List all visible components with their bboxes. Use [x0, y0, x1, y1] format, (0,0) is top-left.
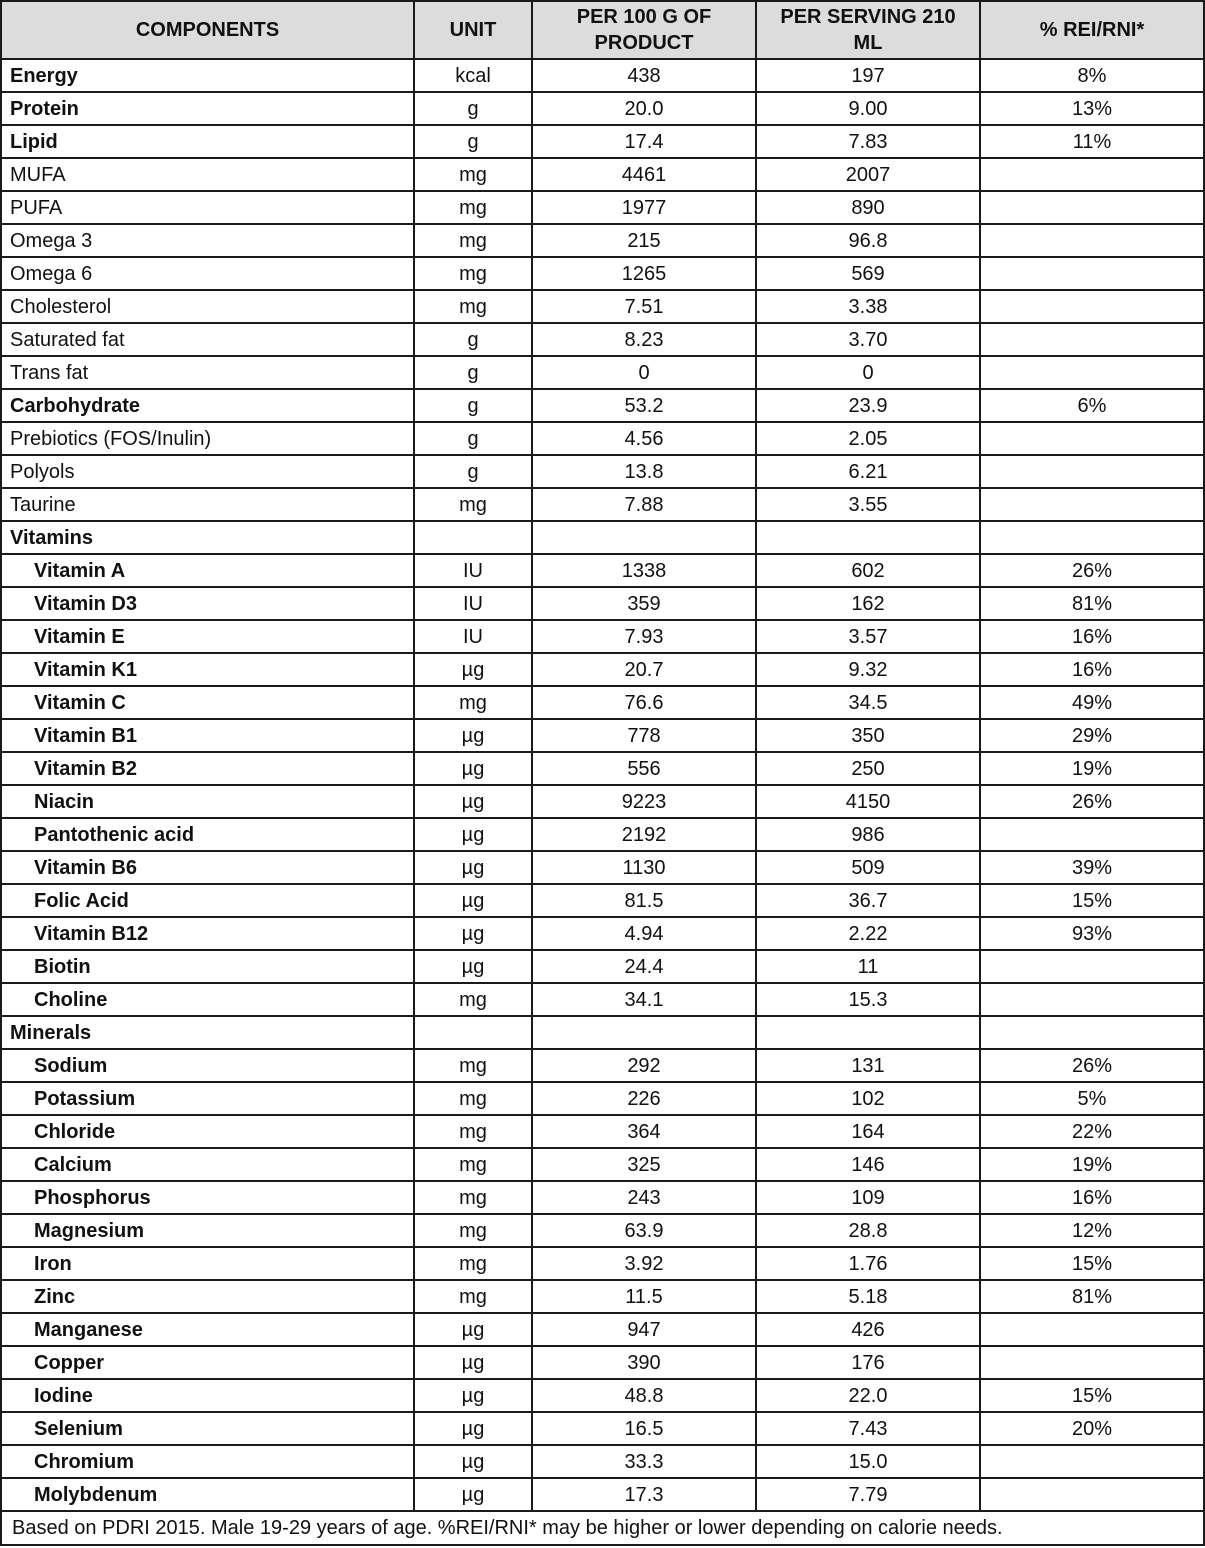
component-name: Vitamin C: [1, 686, 414, 719]
unit-cell: mg: [414, 1181, 532, 1214]
rei-rni-cell: 16%: [980, 620, 1204, 653]
per-100g-cell: 1265: [532, 257, 756, 290]
per-serving-cell: 6.21: [756, 455, 980, 488]
unit-cell: g: [414, 356, 532, 389]
unit-cell: IU: [414, 554, 532, 587]
rei-rni-cell: [980, 1016, 1204, 1049]
component-name: Carbohydrate: [1, 389, 414, 422]
component-name: Biotin: [1, 950, 414, 983]
unit-cell: µg: [414, 752, 532, 785]
unit-cell: mg: [414, 1049, 532, 1082]
rei-rni-cell: 6%: [980, 389, 1204, 422]
per-serving-cell: 11: [756, 950, 980, 983]
header-row: [1, 1, 1204, 59]
unit-cell: mg: [414, 224, 532, 257]
table-row: [1, 917, 1204, 950]
per-100g-cell: 63.9: [532, 1214, 756, 1247]
component-name: Vitamin A: [1, 554, 414, 587]
rei-rni-cell: [980, 950, 1204, 983]
unit-cell: mg: [414, 1115, 532, 1148]
per-100g-cell: 8.23: [532, 323, 756, 356]
unit-cell: g: [414, 323, 532, 356]
unit-cell: µg: [414, 917, 532, 950]
per-100g-cell: 215: [532, 224, 756, 257]
component-name: Trans fat: [1, 356, 414, 389]
component-name: Protein: [1, 92, 414, 125]
per-100g-cell: 81.5: [532, 884, 756, 917]
unit-cell: µg: [414, 818, 532, 851]
per-serving-cell: 1.76: [756, 1247, 980, 1280]
table-row: [1, 983, 1204, 1016]
unit-cell: mg: [414, 191, 532, 224]
per-100g-cell: 53.2: [532, 389, 756, 422]
footer-row: [1, 1511, 1204, 1545]
per-100g-cell: 24.4: [532, 950, 756, 983]
per-serving-cell: 7.79: [756, 1478, 980, 1511]
per-serving-cell: 5.18: [756, 1280, 980, 1313]
per-serving-cell: 131: [756, 1049, 980, 1082]
table-row: [1, 488, 1204, 521]
rei-rni-cell: 16%: [980, 653, 1204, 686]
component-name: Cholesterol: [1, 290, 414, 323]
component-name: Vitamin B1: [1, 719, 414, 752]
rei-rni-cell: [980, 191, 1204, 224]
unit-cell: [414, 521, 532, 554]
component-name: Iodine: [1, 1379, 414, 1412]
rei-rni-cell: [980, 521, 1204, 554]
per-100g-cell: 76.6: [532, 686, 756, 719]
table-row: [1, 92, 1204, 125]
rei-rni-cell: [980, 1445, 1204, 1478]
per-100g-cell: 3.92: [532, 1247, 756, 1280]
rei-rni-cell: 12%: [980, 1214, 1204, 1247]
unit-cell: µg: [414, 1379, 532, 1412]
table-row: [1, 224, 1204, 257]
unit-cell: mg: [414, 1247, 532, 1280]
unit-cell: mg: [414, 290, 532, 323]
unit-cell: µg: [414, 1313, 532, 1346]
component-name: Magnesium: [1, 1214, 414, 1247]
table-row: [1, 422, 1204, 455]
unit-cell: mg: [414, 488, 532, 521]
component-name: Manganese: [1, 1313, 414, 1346]
per-100g-cell: 4.56: [532, 422, 756, 455]
per-serving-cell: 0: [756, 356, 980, 389]
component-name: Vitamins: [1, 521, 414, 554]
rei-rni-cell: [980, 290, 1204, 323]
per-100g-cell: 2192: [532, 818, 756, 851]
unit-cell: µg: [414, 1412, 532, 1445]
rei-rni-cell: [980, 422, 1204, 455]
unit-cell: IU: [414, 587, 532, 620]
per-serving-cell: 3.57: [756, 620, 980, 653]
per-serving-cell: 2007: [756, 158, 980, 191]
unit-cell: mg: [414, 1082, 532, 1115]
per-100g-cell: 438: [532, 59, 756, 92]
rei-rni-cell: 81%: [980, 1280, 1204, 1313]
unit-cell: g: [414, 455, 532, 488]
rei-rni-cell: 93%: [980, 917, 1204, 950]
unit-cell: mg: [414, 257, 532, 290]
rei-rni-cell: 11%: [980, 125, 1204, 158]
per-serving-cell: 569: [756, 257, 980, 290]
per-serving-cell: 509: [756, 851, 980, 884]
component-name: Iron: [1, 1247, 414, 1280]
rei-rni-cell: 22%: [980, 1115, 1204, 1148]
per-100g-cell: 17.3: [532, 1478, 756, 1511]
component-name: Chloride: [1, 1115, 414, 1148]
per-100g-cell: 17.4: [532, 125, 756, 158]
component-name: Omega 6: [1, 257, 414, 290]
component-name: Chromium: [1, 1445, 414, 1478]
per-serving-cell: 3.70: [756, 323, 980, 356]
per-100g-cell: [532, 521, 756, 554]
component-name: Vitamin E: [1, 620, 414, 653]
per-serving-cell: 197: [756, 59, 980, 92]
rei-rni-cell: [980, 158, 1204, 191]
component-name: Saturated fat: [1, 323, 414, 356]
table-row: [1, 818, 1204, 851]
per-100g-cell: 226: [532, 1082, 756, 1115]
per-100g-cell: 33.3: [532, 1445, 756, 1478]
per-100g-cell: 7.51: [532, 290, 756, 323]
table-row: [1, 1313, 1204, 1346]
per-serving-cell: 36.7: [756, 884, 980, 917]
per-serving-cell: 986: [756, 818, 980, 851]
component-name: Molybdenum: [1, 1478, 414, 1511]
unit-cell: µg: [414, 785, 532, 818]
component-name: Vitamin B6: [1, 851, 414, 884]
per-100g-cell: 4461: [532, 158, 756, 191]
per-serving-cell: 34.5: [756, 686, 980, 719]
per-100g-cell: 359: [532, 587, 756, 620]
rei-rni-cell: [980, 455, 1204, 488]
table-row: [1, 950, 1204, 983]
table-row: [1, 587, 1204, 620]
component-name: Sodium: [1, 1049, 414, 1082]
rei-rni-cell: [980, 983, 1204, 1016]
per-serving-cell: 15.3: [756, 983, 980, 1016]
table-row: [1, 653, 1204, 686]
rei-rni-cell: 26%: [980, 554, 1204, 587]
per-serving-cell: 9.32: [756, 653, 980, 686]
unit-cell: g: [414, 92, 532, 125]
rei-rni-cell: [980, 1478, 1204, 1511]
rei-rni-cell: 13%: [980, 92, 1204, 125]
per-100g-cell: 1338: [532, 554, 756, 587]
per-100g-cell: 243: [532, 1181, 756, 1214]
per-100g-cell: 325: [532, 1148, 756, 1181]
unit-cell: [414, 1016, 532, 1049]
unit-cell: mg: [414, 983, 532, 1016]
table-row: [1, 257, 1204, 290]
per-serving-cell: 3.55: [756, 488, 980, 521]
table-row: [1, 1247, 1204, 1280]
rei-rni-cell: [980, 257, 1204, 290]
unit-cell: IU: [414, 620, 532, 653]
rei-rni-cell: 49%: [980, 686, 1204, 719]
table-body: [1, 59, 1204, 1511]
per-100g-cell: 292: [532, 1049, 756, 1082]
per-serving-cell: 164: [756, 1115, 980, 1148]
per-100g-cell: 947: [532, 1313, 756, 1346]
rei-rni-cell: [980, 488, 1204, 521]
table-row: [1, 851, 1204, 884]
per-serving-cell: 176: [756, 1346, 980, 1379]
per-serving-cell: 350: [756, 719, 980, 752]
table-row: [1, 125, 1204, 158]
unit-cell: mg: [414, 686, 532, 719]
rei-rni-cell: [980, 818, 1204, 851]
rei-rni-cell: 20%: [980, 1412, 1204, 1445]
rei-rni-cell: 29%: [980, 719, 1204, 752]
per-100g-cell: 13.8: [532, 455, 756, 488]
unit-cell: g: [414, 389, 532, 422]
per-100g-cell: 556: [532, 752, 756, 785]
unit-cell: µg: [414, 1346, 532, 1379]
per-serving-cell: 602: [756, 554, 980, 587]
per-100g-cell: 390: [532, 1346, 756, 1379]
component-name: Vitamin K1: [1, 653, 414, 686]
unit-cell: µg: [414, 653, 532, 686]
rei-rni-cell: 15%: [980, 1379, 1204, 1412]
per-serving-cell: 28.8: [756, 1214, 980, 1247]
rei-rni-cell: 81%: [980, 587, 1204, 620]
unit-cell: µg: [414, 950, 532, 983]
component-name: PUFA: [1, 191, 414, 224]
component-name: Vitamin B2: [1, 752, 414, 785]
per-serving-cell: 7.43: [756, 1412, 980, 1445]
header-per-100g: PER 100 G OF PRODUCT: [532, 1, 756, 59]
header-unit: UNIT: [414, 1, 532, 59]
rei-rni-cell: [980, 224, 1204, 257]
per-serving-cell: 162: [756, 587, 980, 620]
per-serving-cell: 102: [756, 1082, 980, 1115]
table-row: [1, 59, 1204, 92]
table-row: [1, 1214, 1204, 1247]
component-name: Energy: [1, 59, 414, 92]
per-100g-cell: 0: [532, 356, 756, 389]
unit-cell: g: [414, 125, 532, 158]
per-100g-cell: 34.1: [532, 983, 756, 1016]
unit-cell: µg: [414, 851, 532, 884]
unit-cell: g: [414, 422, 532, 455]
rei-rni-cell: 39%: [980, 851, 1204, 884]
component-name: Phosphorus: [1, 1181, 414, 1214]
component-name: Niacin: [1, 785, 414, 818]
per-100g-cell: 7.88: [532, 488, 756, 521]
rei-rni-cell: 15%: [980, 1247, 1204, 1280]
table-row: [1, 719, 1204, 752]
rei-rni-cell: 19%: [980, 752, 1204, 785]
rei-rni-cell: 26%: [980, 1049, 1204, 1082]
per-serving-cell: 2.05: [756, 422, 980, 455]
component-name: Polyols: [1, 455, 414, 488]
component-name: Vitamin D3: [1, 587, 414, 620]
per-serving-cell: [756, 1016, 980, 1049]
rei-rni-cell: [980, 356, 1204, 389]
per-100g-cell: 778: [532, 719, 756, 752]
per-100g-cell: [532, 1016, 756, 1049]
per-serving-cell: 22.0: [756, 1379, 980, 1412]
per-serving-cell: 4150: [756, 785, 980, 818]
table-row: [1, 521, 1204, 554]
unit-cell: µg: [414, 884, 532, 917]
component-name: Pantothenic acid: [1, 818, 414, 851]
per-100g-cell: 1977: [532, 191, 756, 224]
per-serving-cell: 7.83: [756, 125, 980, 158]
rei-rni-cell: 5%: [980, 1082, 1204, 1115]
per-serving-cell: 146: [756, 1148, 980, 1181]
table-row: [1, 686, 1204, 719]
component-name: Zinc: [1, 1280, 414, 1313]
per-serving-cell: 15.0: [756, 1445, 980, 1478]
per-100g-cell: 20.0: [532, 92, 756, 125]
per-100g-cell: 1130: [532, 851, 756, 884]
unit-cell: kcal: [414, 59, 532, 92]
per-100g-cell: 9223: [532, 785, 756, 818]
component-name: Choline: [1, 983, 414, 1016]
rei-rni-cell: [980, 323, 1204, 356]
component-name: Selenium: [1, 1412, 414, 1445]
unit-cell: µg: [414, 1478, 532, 1511]
table-row: [1, 1412, 1204, 1445]
per-serving-cell: 426: [756, 1313, 980, 1346]
table-row: [1, 389, 1204, 422]
rei-rni-cell: [980, 1346, 1204, 1379]
table-row: [1, 1181, 1204, 1214]
header-rei-rni: % REI/RNI*: [980, 1, 1204, 59]
unit-cell: mg: [414, 158, 532, 191]
per-serving-cell: 9.00: [756, 92, 980, 125]
header-components: COMPONENTS: [1, 1, 414, 59]
table-row: [1, 1115, 1204, 1148]
rei-rni-cell: 26%: [980, 785, 1204, 818]
per-100g-cell: 48.8: [532, 1379, 756, 1412]
component-name: MUFA: [1, 158, 414, 191]
component-name: Lipid: [1, 125, 414, 158]
table-row: [1, 1016, 1204, 1049]
per-serving-cell: 23.9: [756, 389, 980, 422]
unit-cell: µg: [414, 1445, 532, 1478]
table-row: [1, 1379, 1204, 1412]
footnote: Based on PDRI 2015. Male 19-29 years of age. %REI/RNI* may be higher or lower depending on calorie needs.: [1, 1511, 1204, 1545]
per-serving-cell: 109: [756, 1181, 980, 1214]
table-row: [1, 158, 1204, 191]
component-name: Omega 3: [1, 224, 414, 257]
table-row: [1, 1082, 1204, 1115]
component-name: Folic Acid: [1, 884, 414, 917]
component-name: Calcium: [1, 1148, 414, 1181]
per-serving-cell: 2.22: [756, 917, 980, 950]
table-row: [1, 785, 1204, 818]
component-name: Taurine: [1, 488, 414, 521]
unit-cell: mg: [414, 1148, 532, 1181]
component-name: Minerals: [1, 1016, 414, 1049]
per-100g-cell: 364: [532, 1115, 756, 1148]
per-100g-cell: 16.5: [532, 1412, 756, 1445]
unit-cell: mg: [414, 1214, 532, 1247]
rei-rni-cell: 16%: [980, 1181, 1204, 1214]
table-row: [1, 1346, 1204, 1379]
table-row: [1, 1478, 1204, 1511]
header-per-serving: PER SERVING 210 ML: [756, 1, 980, 59]
table-row: [1, 1280, 1204, 1313]
table-row: [1, 1445, 1204, 1478]
table-row: [1, 323, 1204, 356]
rei-rni-cell: 19%: [980, 1148, 1204, 1181]
table-row: [1, 356, 1204, 389]
per-serving-cell: [756, 521, 980, 554]
per-100g-cell: 4.94: [532, 917, 756, 950]
rei-rni-cell: 8%: [980, 59, 1204, 92]
per-serving-cell: 3.38: [756, 290, 980, 323]
per-serving-cell: 890: [756, 191, 980, 224]
unit-cell: µg: [414, 719, 532, 752]
table-row: [1, 455, 1204, 488]
component-name: Prebiotics (FOS/Inulin): [1, 422, 414, 455]
table-row: [1, 884, 1204, 917]
table-row: [1, 752, 1204, 785]
per-serving-cell: 96.8: [756, 224, 980, 257]
per-100g-cell: 11.5: [532, 1280, 756, 1313]
component-name: Vitamin B12: [1, 917, 414, 950]
rei-rni-cell: [980, 1313, 1204, 1346]
rei-rni-cell: 15%: [980, 884, 1204, 917]
table-row: [1, 554, 1204, 587]
component-name: Potassium: [1, 1082, 414, 1115]
component-name: Copper: [1, 1346, 414, 1379]
unit-cell: mg: [414, 1280, 532, 1313]
per-100g-cell: 7.93: [532, 620, 756, 653]
table-row: [1, 620, 1204, 653]
table-row: [1, 191, 1204, 224]
per-100g-cell: 20.7: [532, 653, 756, 686]
table-row: [1, 1049, 1204, 1082]
per-serving-cell: 250: [756, 752, 980, 785]
table-row: [1, 1148, 1204, 1181]
table-row: [1, 290, 1204, 323]
